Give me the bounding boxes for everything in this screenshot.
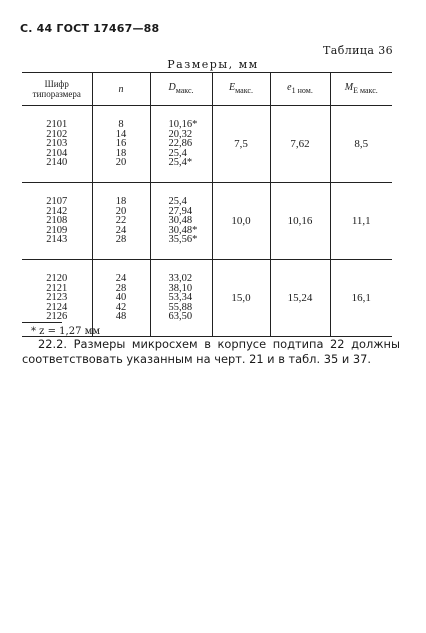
n-value: 18 (115, 147, 127, 159)
d-value: 30,48* (168, 224, 198, 236)
col-e1-main: e (287, 82, 292, 94)
code-value: 2120 (46, 273, 68, 285)
cell-n (92, 106, 150, 183)
n-value: 22 (115, 215, 127, 227)
col-code-line2: типоразмера (32, 89, 81, 99)
n-value: 42 (115, 301, 127, 313)
table-row-group-3 (22, 260, 392, 337)
col-n (92, 73, 150, 106)
code-value: 2142 (46, 205, 68, 217)
n-value: 48 (115, 311, 127, 323)
n-value: 14 (115, 128, 127, 140)
cell-e: 10,0 (212, 183, 270, 260)
col-e-main: E (229, 82, 236, 94)
d-value: 63,50 (168, 311, 193, 323)
code-value: 2103 (46, 138, 68, 150)
footnote: * z = 1,27 мм (31, 326, 101, 337)
code-value: 2121 (46, 282, 68, 294)
cell-codes (22, 183, 92, 260)
col-m-sub: E макс. (353, 85, 378, 95)
n-value: 28 (115, 282, 127, 294)
col-m (330, 73, 392, 106)
cell-d (150, 260, 212, 337)
code-value: 2101 (46, 119, 68, 131)
col-e-sub: макс. (235, 85, 253, 95)
n-value: 28 (115, 234, 127, 246)
n-value: 24 (115, 273, 127, 285)
d-value: 10,16* (168, 119, 198, 131)
code-value: 2143 (46, 234, 68, 246)
footnote-divider (22, 322, 62, 323)
n-value: 20 (115, 157, 127, 169)
cell-n (92, 183, 150, 260)
dimensions-table (22, 72, 392, 337)
code-value: 2104 (46, 147, 68, 159)
d-value: 55,88 (168, 301, 193, 313)
table-caption: Размеры, мм (167, 58, 259, 71)
n-value: 16 (115, 138, 127, 150)
code-value: 2102 (46, 128, 68, 140)
col-n-label: n (118, 83, 124, 95)
col-e1 (270, 73, 330, 106)
cell-e1: 15,24 (270, 260, 330, 337)
col-d (150, 73, 212, 106)
d-value: 22,86 (168, 138, 193, 150)
col-e (212, 73, 270, 106)
d-value: 20,32 (168, 128, 193, 140)
table-header-row (22, 73, 392, 106)
cell-d (150, 183, 212, 260)
code-value: 2126 (46, 311, 68, 323)
cell-d (150, 106, 212, 183)
d-value: 33,02 (168, 273, 193, 285)
d-value: 35,56* (168, 234, 198, 246)
d-value: 30,48 (168, 215, 193, 227)
n-value: 18 (115, 196, 127, 208)
col-d-sub: макс. (175, 85, 194, 95)
d-value: 38,10 (168, 282, 193, 294)
cell-e: 15,0 (212, 260, 270, 337)
code-value: 2140 (46, 157, 68, 169)
n-value: 40 (115, 292, 127, 304)
n-value: 24 (115, 224, 127, 236)
cell-e1: 7,62 (270, 106, 330, 183)
body-paragraph: 22.2. Размеры микросхем в корпусе подтипа 22 должны соответствовать указанным на черт. 21 и в табл. 35 и 37. (22, 337, 400, 366)
cell-n (92, 260, 150, 337)
cell-codes (22, 106, 92, 183)
cell-codes (22, 260, 92, 337)
code-value: 2107 (46, 196, 68, 208)
col-d-main: D (168, 82, 176, 94)
page-header: С. 44 ГОСТ 17467—88 (20, 22, 160, 35)
col-code (22, 73, 92, 106)
code-value: 2124 (46, 301, 68, 313)
col-code-line1: Шифр (44, 79, 69, 89)
col-e1-sub: 1 ном. (291, 85, 313, 95)
cell-m: 16,1 (330, 260, 392, 337)
d-value: 53,34 (168, 292, 193, 304)
d-value: 27,94 (168, 205, 193, 217)
cell-e: 7,5 (212, 106, 270, 183)
d-value: 25,4 (168, 196, 187, 208)
table-number: Таблица 36 (323, 44, 393, 57)
d-value: 25,4 (168, 147, 187, 159)
col-m-main: M (344, 82, 354, 94)
code-value: 2108 (46, 215, 68, 227)
table-row-group-2 (22, 183, 392, 260)
cell-m: 11,1 (330, 183, 392, 260)
code-value: 2123 (46, 292, 68, 304)
cell-m: 8,5 (330, 106, 392, 183)
n-value: 8 (118, 119, 124, 131)
cell-e1: 10,16 (270, 183, 330, 260)
d-value: 25,4* (168, 157, 193, 169)
table-row-group-1 (22, 106, 392, 183)
code-value: 2109 (46, 224, 68, 236)
n-value: 20 (115, 205, 127, 217)
